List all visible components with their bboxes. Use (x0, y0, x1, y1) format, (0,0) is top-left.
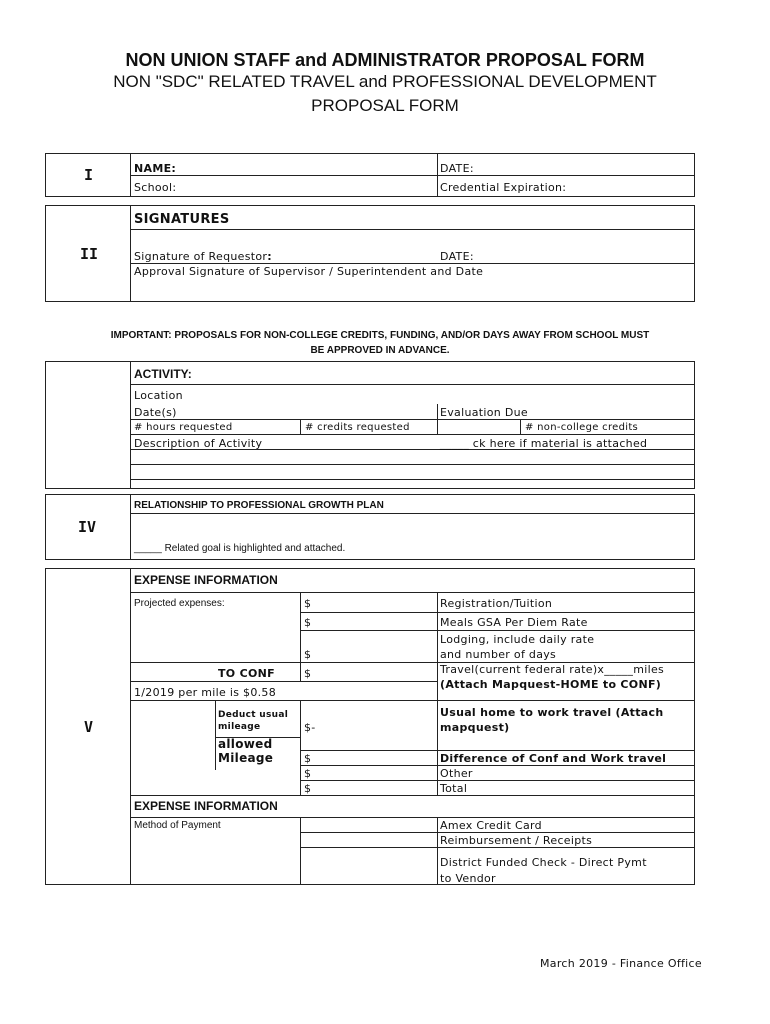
total-label: Total (440, 782, 468, 795)
section-1-numeral: I (84, 166, 94, 184)
related-goal-note: _____ Related goal is highlighted and attached. (134, 543, 346, 554)
usual-home-label-1: Usual home to work travel (Attach (440, 706, 664, 719)
divider (300, 700, 301, 795)
school-label: School: (134, 181, 177, 194)
important-line-2: BE APPROVED IN ADVANCE. (310, 345, 450, 356)
noncollege-credits-label: # non-college credits (525, 422, 639, 433)
form-subtitle-line1: NON "SDC" RELATED TRAVEL and PROFESSIONAL DEVELOPMENT (113, 72, 657, 91)
divider (130, 205, 131, 301)
divider (300, 592, 301, 681)
divider (130, 361, 131, 488)
meals-dollar: $ (304, 616, 312, 629)
growth-plan-heading: RELATIONSHIP TO PROFESSIONAL GROWTH PLAN (134, 500, 384, 511)
divider (300, 630, 694, 631)
divider (130, 263, 694, 264)
important-notice (60, 328, 700, 358)
expense-heading-2: EXPENSE INFORMATION (134, 799, 278, 813)
usual-home-label-2: mapquest) (440, 721, 510, 734)
requestor-colon: : (267, 250, 272, 263)
deduct-dollar: $- (304, 721, 316, 734)
footer-text: March 2019 - Finance Office (540, 957, 702, 970)
total-dollar: $ (304, 782, 312, 795)
activity-heading: ACTIVITY: (134, 367, 192, 381)
requestor-signature-text: Signature of Requestor (134, 250, 268, 263)
location-label: Location (134, 389, 183, 402)
meals-label: Meals GSA Per Diem Rate (440, 616, 588, 629)
divider (130, 175, 694, 176)
travel-label: Travel(current federal rate)x_____miles (440, 663, 665, 676)
credential-expiration-label: Credential Expiration: (440, 181, 567, 194)
divider (300, 419, 301, 434)
requestor-signature-label (134, 250, 272, 263)
divider (130, 464, 694, 465)
divider (437, 592, 438, 795)
divider (215, 700, 216, 770)
divider (130, 494, 131, 559)
divider (130, 434, 694, 435)
date-label: DATE: (440, 162, 474, 175)
divider (300, 780, 694, 781)
expense-heading: EXPENSE INFORMATION (134, 573, 278, 587)
signatures-heading: SIGNATURES (134, 212, 230, 227)
district-check-option-2: to Vendor (440, 872, 496, 885)
signature-date-label: DATE: (440, 250, 474, 263)
divider (130, 384, 694, 385)
divider (300, 765, 694, 766)
difference-dollar: $ (304, 752, 312, 765)
divider (130, 229, 694, 230)
divider (130, 681, 437, 682)
projected-expenses-label: Projected expenses: (134, 598, 225, 609)
name-label: NAME: (134, 162, 177, 175)
divider (300, 612, 694, 613)
divider (437, 404, 438, 434)
divider (300, 847, 694, 848)
divider (130, 817, 694, 818)
lodging-label-2: and number of days (440, 648, 557, 661)
to-conf-label: TO CONF (218, 667, 275, 680)
section-5-border (45, 568, 695, 885)
difference-label: Difference of Conf and Work travel (440, 752, 667, 765)
district-check-option-1: District Funded Check - Direct Pymt (440, 856, 647, 869)
important-line-1: IMPORTANT: PROPOSALS FOR NON-COLLEGE CREDITS, FUNDING, AND/OR DAYS AWAY FROM SCHOOL MUST (110, 330, 650, 341)
amex-option: Amex Credit Card (440, 819, 542, 832)
lodging-label-1: Lodging, include daily rate (440, 633, 595, 646)
deduct-usual-label-1: Deduct usual (218, 710, 289, 720)
evaluation-due-label: Evaluation Due (440, 406, 528, 419)
credits-requested-label: # credits requested (305, 422, 410, 433)
divider (130, 419, 694, 420)
method-of-payment-label: Method of Payment (134, 820, 221, 831)
divider (130, 795, 694, 796)
registration-label: Registration/Tuition (440, 597, 553, 610)
divider (130, 568, 131, 884)
material-attached-label: _____ ck here if material is attached (440, 437, 648, 450)
description-label: Description of Activity (134, 437, 263, 450)
divider (300, 832, 694, 833)
deduct-usual-label-2: mileage (218, 722, 261, 732)
section-4-numeral: IV (78, 518, 97, 536)
allowed-mileage-label-2: Mileage (218, 751, 274, 765)
travel-dollar: $ (304, 667, 312, 680)
attach-mapquest-label: (Attach Mapquest-HOME to CONF) (440, 678, 662, 691)
allowed-mileage-label-1: allowed (218, 737, 273, 751)
hours-requested-label: # hours requested (134, 422, 233, 433)
reimbursement-option: Reimbursement / Receipts (440, 834, 593, 847)
divider (130, 479, 694, 480)
registration-dollar: $ (304, 597, 312, 610)
form-title: NON UNION STAFF and ADMINISTRATOR PROPOSAL FORM (125, 50, 645, 70)
lodging-dollar: $ (304, 648, 312, 661)
approval-signature-label: Approval Signature of Supervisor / Superintendent and Date (134, 265, 484, 278)
section-2-numeral: II (80, 245, 99, 263)
mileage-rate-note: 1/2019 per mile is $0.58 (134, 686, 277, 699)
divider (520, 419, 521, 434)
form-subtitle-line2: PROPOSAL FORM (311, 96, 459, 115)
dates-label: Date(s) (134, 406, 177, 419)
divider (300, 817, 301, 884)
section-5-numeral: V (84, 718, 94, 736)
divider (300, 750, 694, 751)
divider (130, 592, 694, 593)
other-label: Other (440, 767, 473, 780)
divider (130, 513, 694, 514)
divider (437, 817, 438, 884)
other-dollar: $ (304, 767, 312, 780)
